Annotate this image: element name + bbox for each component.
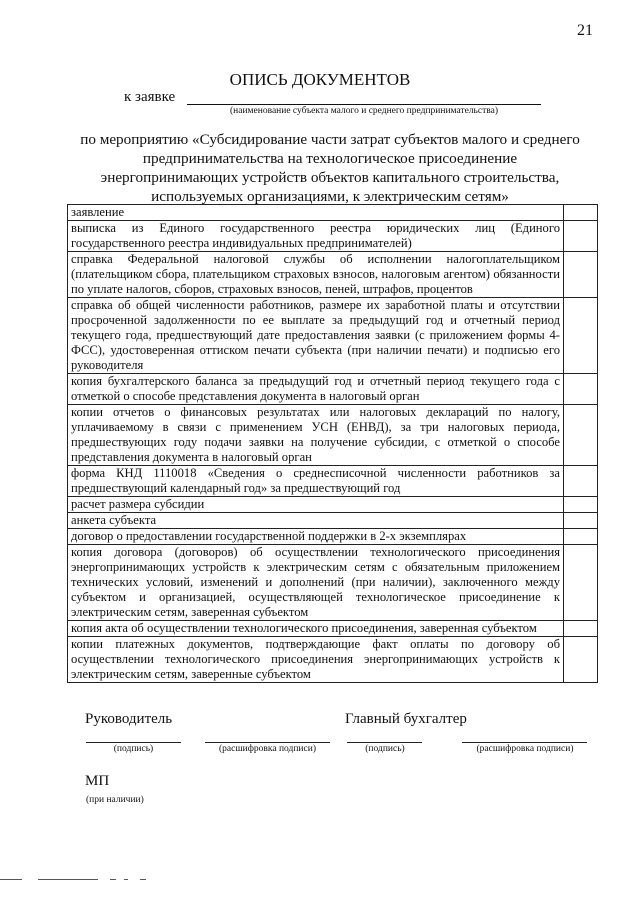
table-row	[68, 298, 598, 374]
document-name: заявление	[68, 205, 564, 221]
mark-cell	[564, 374, 598, 405]
table-row	[68, 405, 598, 466]
stamp-caption: (при наличии)	[86, 795, 144, 805]
table-row	[68, 221, 598, 252]
mark-cell	[564, 545, 598, 621]
table-row	[68, 497, 598, 513]
table-row	[68, 374, 598, 405]
document-name: копия бухгалтерского баланса за предыдущий год и отчетный период текущего года с отметкой о способе представления документа в налоговый орган	[68, 374, 564, 405]
mark-cell	[564, 529, 598, 545]
accountant-decryption-line	[462, 742, 587, 743]
subject-name-caption: (наименование субъекта малого и среднего предпринимательства)	[229, 106, 498, 116]
table-row	[68, 513, 598, 529]
table-row	[68, 545, 598, 621]
document-name: копии платежных документов, подтверждающие факт оплаты по договору об осуществлении технологического присоединения энергопринимающих устройств к электрическим сетям, заверенные субъектом	[68, 637, 564, 683]
accountant-signature-line	[347, 742, 422, 743]
accountant-signature-caption: (подпись)	[365, 744, 405, 754]
document-name: справка Федеральной налоговой службы об исполнении налогоплательщиком (плательщиком сбора, плательщиком страховых взносов, налоговым агентом) обязанности по уплате налогов, сборов, страховых взносов, пеней, штрафов, процентов	[68, 252, 564, 298]
to-request-label: к заявке	[124, 89, 176, 105]
table-row	[68, 529, 598, 545]
document-name: копии отчетов о финансовых результатах или налоговых деклараций по налогу, уплачиваемому в связи с применением УСН (ЕНВД), за три налоговых периода, предшествующих году подачи заявки на получение субсидии, с отметкой о способе представления документа в налоговый орган	[68, 405, 564, 466]
scan-artifact	[0, 879, 160, 885]
table-row	[68, 621, 598, 637]
mark-cell	[564, 298, 598, 374]
document-name: копия акта об осуществлении технологического присоединения, заверенная субъектом	[68, 621, 564, 637]
accountant-decryption-caption: (расшифровка подписи)	[476, 744, 574, 754]
event-description: по мероприятию «Субсидирование части затрат субъектов малого и среднего предпринимательства на технологическое присоединение энергопринимающих устройств объектов капитального строительства, используемых организациями, к электрическим сетям»	[80, 131, 580, 205]
head-decryption-line	[205, 742, 330, 743]
table-row	[68, 252, 598, 298]
mark-cell	[564, 621, 598, 637]
chief-accountant-label: Главный бухгалтер	[345, 711, 467, 727]
document-name: анкета субъекта	[68, 513, 564, 529]
head-decryption-caption: (расшифровка подписи)	[219, 744, 316, 754]
mark-cell	[564, 205, 598, 221]
document-title: ОПИСЬ ДОКУМЕНТОВ	[229, 70, 411, 89]
mark-cell	[564, 637, 598, 683]
page-number: 21	[577, 22, 593, 39]
document-name: копия договора (договоров) об осуществлении технологического присоединения энергопринимающих устройств к электрическим сетям с обязательным приложением технических условий, изменений и дополнений (при наличии), заключенного между субъектом и организацией, осуществляющей технологическое присоединение к электрическим сетям, заверенная субъектом	[68, 545, 564, 621]
mark-cell	[564, 221, 598, 252]
head-signature-caption: (подпись)	[113, 744, 154, 754]
mark-cell	[564, 405, 598, 466]
subject-name-line	[187, 104, 541, 105]
document-name: выписка из Единого государственного реестра юридических лиц (Единого государственного реестра индивидуальных предпринимателей)	[68, 221, 564, 252]
document-name: форма КНД 1110018 «Сведения о среднесписочной численности работников за предшествующий календарный год» за предшествующий год	[68, 466, 564, 497]
mark-cell	[564, 513, 598, 529]
mark-cell	[564, 497, 598, 513]
mark-cell	[564, 466, 598, 497]
head-signature-label: Руководитель	[85, 711, 173, 727]
table-row	[68, 637, 598, 683]
document-name: справка об общей численности работников, размере их заработной платы и отсутствии просроченной задолженности по ее выплате за предыдущий год и отчетный период текущего года, предшествующий дате предоставления заявки (с приложением формы 4-ФСС), удостоверенная оттиском печати субъекта (при наличии печати) и подписью его руководителя	[68, 298, 564, 374]
table-row	[68, 205, 598, 221]
document-name: договор о предоставлении государственной поддержки в 2-х экземплярах	[68, 529, 564, 545]
mark-cell	[564, 252, 598, 298]
documents-table	[67, 204, 598, 683]
document-name: расчет размера субсидии	[68, 497, 564, 513]
table-row	[68, 466, 598, 497]
stamp-label: МП	[85, 773, 110, 789]
head-signature-line	[86, 742, 181, 743]
